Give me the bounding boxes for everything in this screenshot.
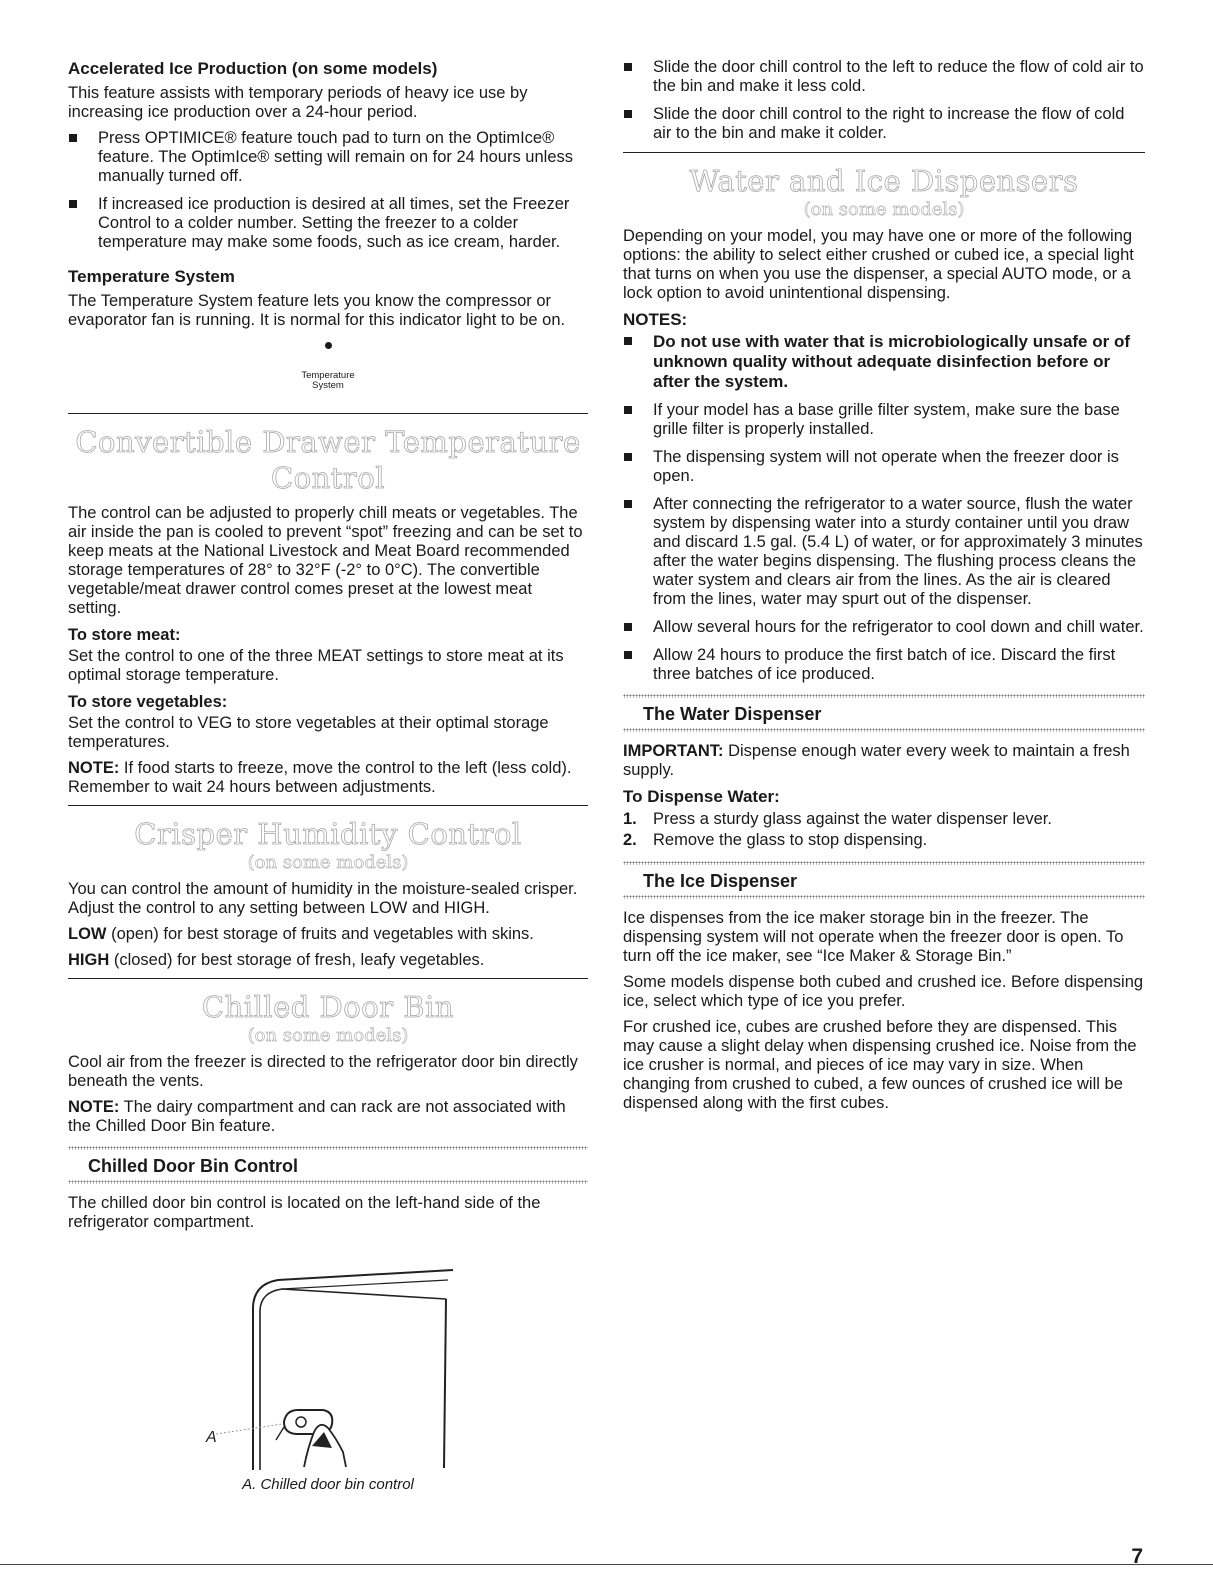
chilled-bin-figure	[198, 1262, 498, 1474]
high-text: (closed) for best storage of fresh, leafy vegetables.	[109, 951, 485, 969]
divider	[623, 152, 1145, 153]
step-number: 1.	[623, 810, 637, 828]
list-item: After connecting the refrigerator to a water source, flush the water system by dispensing water into a sturdy container until you draw and discard 1.5 gal. (5.4 L) of water, or for approximately 3 minutes after the water begins dispensing. The flushing process cleans the water system and clears air from the lines. As the air is cleared from the lines, water may spurt out of the dispenser.	[623, 495, 1145, 609]
chill-control-bullets	[623, 58, 1145, 143]
crisper-high	[68, 951, 588, 970]
important-text: Dispense enough water every week to maintain a fresh supply.	[623, 742, 1130, 779]
dotted-divider	[68, 1146, 588, 1150]
note-text: The dairy compartment and can rack are not associated with the Chilled Door Bin feature.	[68, 1098, 566, 1135]
note-label: NOTE:	[68, 1098, 120, 1116]
step-number: 2.	[623, 831, 637, 849]
notes-list	[623, 332, 1145, 684]
list-item: Press OPTIMICE® feature touch pad to turn on the OptimIce® feature. The OptimIce® setting will remain on for 24 hours unless manually turned off.	[68, 129, 588, 186]
dispensers-text: Depending on your model, you may have one or more of the following options: the ability to select either crushed or cubed ice, a special light that turns on when you use the dispenser, a special AUTO mode, or a lock option to avoid unintentional dispensing.	[623, 227, 1134, 302]
step-text: Press a sturdy glass against the water dispenser lever.	[653, 810, 1052, 828]
store-veg-label: To store vegetables:	[68, 693, 228, 711]
chilled-bin-control-text: The chilled door bin control is located on the left-hand side of the refrigerator compartment.	[68, 1194, 541, 1231]
ice-dispenser-p2: Some models dispense both cubed and crushed ice. Before dispensing ice, select which type of ice you prefer.	[623, 973, 1144, 1010]
chilled-bin-control-heading: Chilled Door Bin Control	[88, 1156, 298, 1176]
store-veg-text: Set the control to VEG to store vegetables at their optimal storage temperatures.	[68, 714, 549, 751]
dotted-divider	[623, 728, 1145, 732]
page-number: 7	[1131, 1545, 1143, 1568]
list-item: Slide the door chill control to the left to reduce the flow of cold air to the bin and make it less cold.	[623, 58, 1145, 96]
chilled-bin-title: Chilled Door Bin	[201, 990, 455, 1024]
footer-rule	[0, 1564, 1213, 1565]
temp-system-indicator	[68, 342, 588, 391]
left-column	[68, 58, 588, 1493]
indicator-light-icon	[325, 342, 332, 349]
right-column	[623, 58, 1145, 1120]
crisper-text: You can control the amount of humidity in the moisture-sealed crisper. Adjust the control to any setting between LOW and HIGH.	[68, 880, 578, 917]
low-text: (open) for best storage of fruits and vegetables with skins.	[106, 925, 534, 943]
ice-dispenser-p3: For crushed ice, cubes are crushed before they are dispensed. This may cause a slight delay when dispensing crushed ice. Noise from the ice crusher is normal, and pieces of ice may vary in size. When changing from crushed to cubed, a few ounces of crushed ice will be dispensed along with the first cubes.	[623, 1018, 1137, 1112]
temp-system-heading: Temperature System	[68, 267, 235, 286]
door-bin-illustration-icon	[198, 1262, 498, 1474]
dotted-divider	[623, 895, 1145, 899]
divider	[68, 805, 588, 806]
dispensers-subtitle: (on some models)	[803, 199, 965, 220]
list-item: Allow 24 hours to produce the first batch of ice. Discard the first three batches of ice produced.	[623, 646, 1145, 684]
dispense-water-label: To Dispense Water:	[623, 787, 780, 806]
note-text: If food starts to freeze, move the control to the left (less cold). Remember to wait 24 hours between adjustments.	[68, 759, 572, 796]
ice-dispenser-p1: Ice dispenses from the ice maker storage bin in the freezer. The dispensing system will not operate when the freezer door is open. To turn off the ice maker, see “Ice Maker & Storage Bin.”	[623, 909, 1124, 965]
chilled-bin-text: Cool air from the freezer is directed to the refrigerator door bin directly beneath the vents.	[68, 1053, 578, 1090]
list-item	[623, 809, 1145, 830]
high-label: HIGH	[68, 951, 110, 969]
dotted-divider	[623, 694, 1145, 698]
low-label: LOW	[68, 925, 107, 943]
list-item: The dispensing system will not operate when the freezer door is open.	[623, 448, 1145, 486]
accel-intro: This feature assists with temporary periods of heavy ice use by increasing ice production over a 24-hour period.	[68, 84, 528, 121]
list-item: Allow several hours for the refrigerator to cool down and chill water.	[623, 618, 1145, 637]
accel-bullets	[68, 129, 588, 252]
crisper-low	[68, 925, 588, 944]
chilled-bin-note	[68, 1098, 588, 1136]
convertible-title: Convertible Drawer Temperature Control	[75, 425, 581, 495]
store-meat-label: To store meat:	[68, 626, 181, 644]
list-item: Do not use with water that is microbiologically unsafe or of unknown quality without adequate disinfection before or after the system.	[623, 332, 1145, 392]
list-item: If your model has a base grille filter system, make sure the base grille filter is properly installed.	[623, 401, 1145, 439]
water-dispenser-heading: The Water Dispenser	[643, 704, 822, 724]
divider	[68, 978, 588, 979]
crisper-subtitle: (on some models)	[247, 852, 409, 873]
dispensers-title: Water and Ice Dispensers	[689, 164, 1079, 198]
list-item	[623, 830, 1145, 851]
important-note	[623, 742, 1145, 780]
list-item: Slide the door chill control to the right to increase the flow of cold air to the bin and make it colder.	[623, 105, 1145, 143]
indicator-label-1: Temperature	[301, 370, 355, 381]
divider	[68, 413, 588, 414]
temp-system-text: The Temperature System feature lets you know the compressor or evaporator fan is running. It is normal for this indicator light to be on.	[68, 292, 566, 329]
indicator-label-2: System	[312, 380, 344, 391]
note-label: NOTE:	[68, 759, 120, 777]
step-text: Remove the glass to stop dispensing.	[653, 831, 928, 849]
chilled-bin-subtitle: (on some models)	[247, 1025, 409, 1046]
convertible-note	[68, 759, 588, 797]
crisper-title: Crisper Humidity Control	[134, 817, 522, 851]
dotted-divider	[68, 1180, 588, 1184]
store-meat-text: Set the control to one of the three MEAT settings to store meat at its optimal storage temperature.	[68, 647, 564, 684]
dotted-divider	[623, 861, 1145, 865]
important-label: IMPORTANT:	[623, 742, 724, 760]
accel-heading: Accelerated Ice Production (on some models)	[68, 59, 438, 78]
ice-dispenser-heading: The Ice Dispenser	[643, 871, 798, 891]
figure-label-a: A	[206, 1429, 217, 1446]
notes-label: NOTES:	[623, 310, 688, 329]
dispense-steps	[623, 809, 1145, 851]
figure-caption: A. Chilled door bin control	[242, 1476, 414, 1493]
convertible-text: The control can be adjusted to properly chill meats or vegetables. The air inside the pan is cooled to prevent “spot” freezing and can be set to keep meats at the National Livestock and Meat Board recommended storage temperatures of 28° to 32°F (-2° to 0°C). The convertible vegetable/meat drawer control comes preset at the lowest meat setting.	[68, 504, 583, 617]
list-item: If increased ice production is desired at all times, set the Freezer Control to a colder number. Setting the freezer to a colder temperature may make some foods, such as ice cream, harder.	[68, 195, 588, 252]
